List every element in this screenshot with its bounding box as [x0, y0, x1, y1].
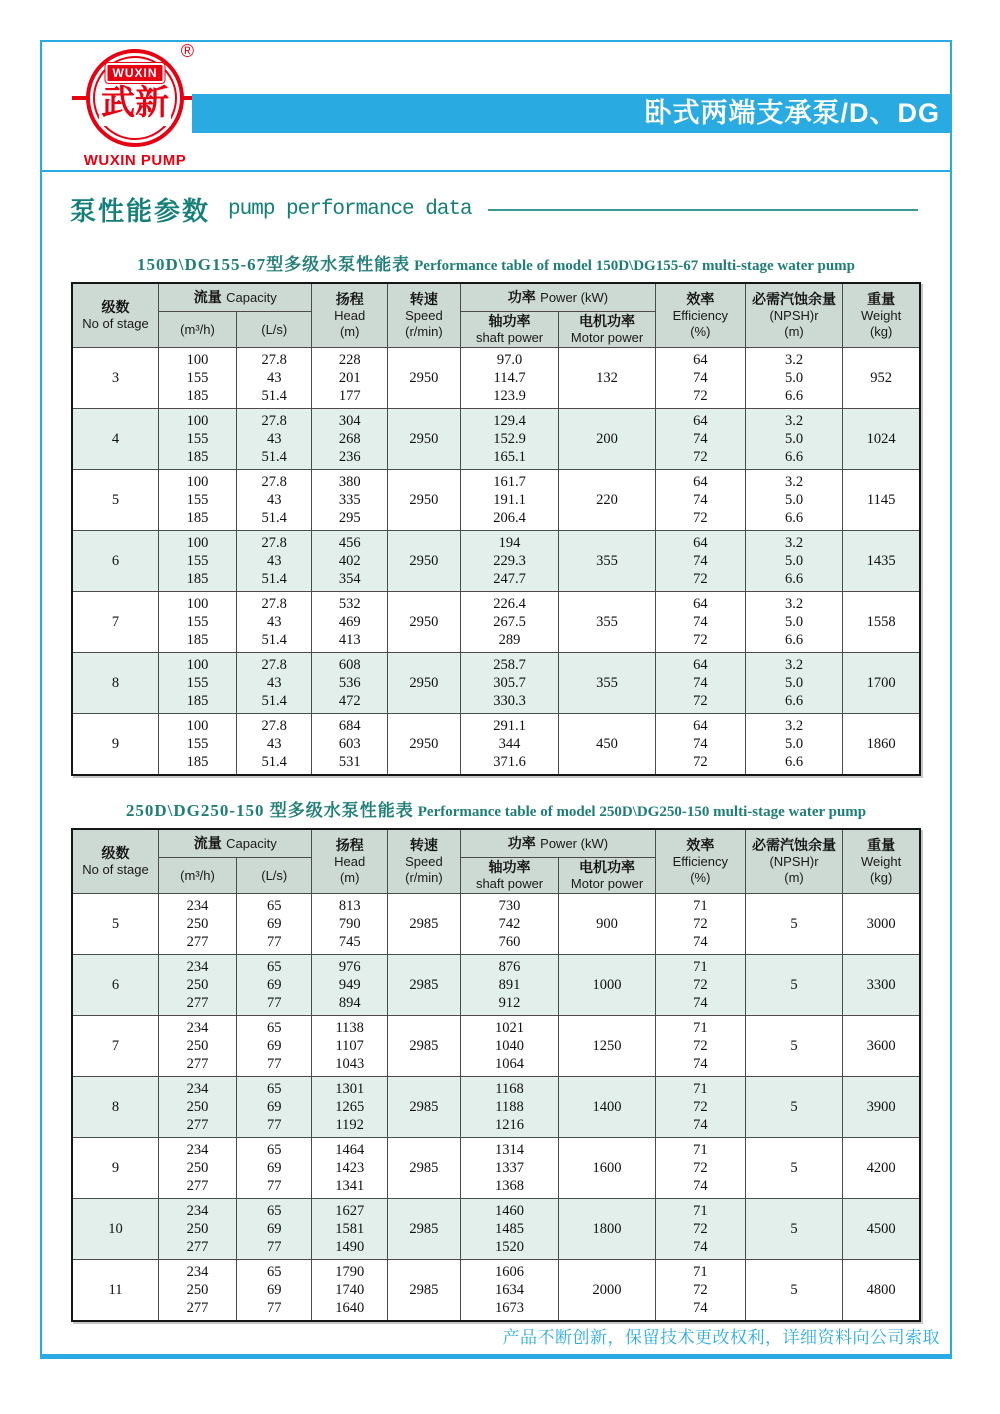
cell-stage: 8: [72, 653, 158, 714]
cell-ls: 27.8 43 51.4: [237, 348, 312, 409]
cell-shaft: 876 891 912: [460, 955, 558, 1016]
cell-weight: 4200: [843, 1138, 920, 1199]
cell-head: 684 603 531: [312, 714, 387, 776]
cell-eff: 64 74 72: [655, 470, 745, 531]
cell-npsh: 3.2 5.0 6.6: [745, 470, 843, 531]
cell-ls: 27.8 43 51.4: [237, 592, 312, 653]
cell-weight: 1700: [843, 653, 920, 714]
cell-m3h: 100 155 185: [158, 592, 236, 653]
table2-title-en: Performance table of model 250D\DG250-150 multi-stage water pump: [417, 804, 867, 820]
table-row: [72, 714, 920, 776]
table-row: [72, 592, 920, 653]
logo-hanzi: 武新: [99, 82, 171, 126]
table-row: [72, 653, 920, 714]
cell-weight: 952: [843, 348, 920, 409]
cell-weight: 1145: [843, 470, 920, 531]
catalog-page: [40, 40, 952, 1359]
cell-shaft: 1021 1040 1064: [460, 1016, 558, 1077]
performance-table-1: [71, 282, 921, 776]
cell-motor: 200: [559, 409, 656, 470]
page-content: [42, 172, 950, 1322]
table2-title-zh: 250D\DG250-150 型多级水泵性能表: [125, 801, 414, 820]
cell-eff: 71 72 74: [655, 1138, 745, 1199]
table-row: [72, 1199, 920, 1260]
col-power: 功率 Power (kW): [460, 283, 655, 312]
cell-motor: 355: [559, 531, 656, 592]
table-body: [72, 894, 920, 1322]
cell-npsh: 3.2 5.0 6.6: [745, 653, 843, 714]
cell-stage: 7: [72, 592, 158, 653]
company-logo: [60, 41, 210, 169]
cell-shaft: 258.7 305.7 330.3: [460, 653, 558, 714]
cell-weight: 1435: [843, 531, 920, 592]
table-row: [72, 894, 920, 955]
registered-trademark-icon: ®: [180, 41, 194, 61]
cell-stage: 8: [72, 1077, 158, 1138]
cell-m3h: 234 250 277: [158, 1077, 236, 1138]
cell-ls: 65 69 77: [237, 894, 312, 955]
cell-npsh: 3.2 5.0 6.6: [745, 348, 843, 409]
logo-caption: WUXIN PUMP: [83, 152, 187, 169]
cell-motor: 450: [559, 714, 656, 776]
table-body: [72, 348, 920, 776]
cell-speed: 2985: [387, 1138, 460, 1199]
col-efficiency: 效率 Efficiency (%): [655, 829, 745, 894]
cell-ls: 65 69 77: [237, 1016, 312, 1077]
cell-npsh: 3.2 5.0 6.6: [745, 714, 843, 776]
table1-title-zh: 150D\DG155-67型多级水泵性能表: [136, 255, 411, 274]
cell-m3h: 234 250 277: [158, 955, 236, 1016]
cell-eff: 64 74 72: [655, 653, 745, 714]
cell-motor: 132: [559, 348, 656, 409]
cell-eff: 71 72 74: [655, 1077, 745, 1138]
cell-m3h: 100 155 185: [158, 348, 236, 409]
cell-head: 380 335 295: [312, 470, 387, 531]
cell-head: 1627 1581 1490: [312, 1199, 387, 1260]
product-series-banner: 卧式两端支承泵/D、DG: [192, 94, 950, 133]
cell-m3h: 100 155 185: [158, 653, 236, 714]
cell-eff: 71 72 74: [655, 955, 745, 1016]
cell-speed: 2950: [387, 714, 460, 776]
cell-stage: 11: [72, 1260, 158, 1322]
cell-eff: 71 72 74: [655, 1199, 745, 1260]
cell-shaft: 1168 1188 1216: [460, 1077, 558, 1138]
table-row: [72, 470, 920, 531]
cell-head: 1464 1423 1341: [312, 1138, 387, 1199]
cell-eff: 64 74 72: [655, 531, 745, 592]
cell-ls: 65 69 77: [237, 955, 312, 1016]
col-capacity-m3h: (m³/h): [158, 858, 236, 894]
logo-emblem-icon: [86, 41, 194, 147]
col-speed: 转速 Speed (r/min): [387, 829, 460, 894]
cell-motor: 900: [559, 894, 656, 955]
cell-head: 608 536 472: [312, 653, 387, 714]
cell-m3h: 100 155 185: [158, 531, 236, 592]
col-head: 扬程 Head (m): [312, 829, 387, 894]
cell-motor: 220: [559, 470, 656, 531]
cell-stage: 4: [72, 409, 158, 470]
cell-head: 1301 1265 1192: [312, 1077, 387, 1138]
cell-speed: 2985: [387, 955, 460, 1016]
cell-npsh: 5: [745, 1077, 843, 1138]
table-header: [72, 829, 920, 894]
col-motor-power: 电机功率 Motor power: [559, 858, 656, 894]
cell-npsh: 5: [745, 955, 843, 1016]
col-power: 功率 Power (kW): [460, 829, 655, 858]
col-speed: 转速 Speed (r/min): [387, 283, 460, 348]
cell-head: 228 201 177: [312, 348, 387, 409]
cell-stage: 6: [72, 531, 158, 592]
cell-m3h: 234 250 277: [158, 1260, 236, 1322]
col-capacity-m3h: (m³/h): [158, 312, 236, 348]
cell-shaft: 730 742 760: [460, 894, 558, 955]
table-header: [72, 283, 920, 348]
col-motor-power: 电机功率 Motor power: [559, 312, 656, 348]
table-row: [72, 348, 920, 409]
cell-stage: 10: [72, 1199, 158, 1260]
cell-stage: 7: [72, 1016, 158, 1077]
col-head: 扬程 Head (m): [312, 283, 387, 348]
cell-weight: 1024: [843, 409, 920, 470]
col-shaft-power: 轴功率 shaft power: [460, 858, 558, 894]
section-title-en: pump performance data: [228, 198, 472, 221]
cell-stage: 9: [72, 714, 158, 776]
table-row: [72, 1138, 920, 1199]
cell-ls: 27.8 43 51.4: [237, 531, 312, 592]
cell-eff: 71 72 74: [655, 894, 745, 955]
col-weight: 重量 Weight (kg): [843, 829, 920, 894]
cell-weight: 3000: [843, 894, 920, 955]
cell-motor: 1800: [559, 1199, 656, 1260]
cell-shaft: 226.4 267.5 289: [460, 592, 558, 653]
cell-shaft: 129.4 152.9 165.1: [460, 409, 558, 470]
cell-head: 813 790 745: [312, 894, 387, 955]
col-efficiency: 效率 Efficiency (%): [655, 283, 745, 348]
cell-ls: 27.8 43 51.4: [237, 409, 312, 470]
cell-head: 976 949 894: [312, 955, 387, 1016]
cell-npsh: 5: [745, 894, 843, 955]
cell-motor: 1000: [559, 955, 656, 1016]
cell-stage: 5: [72, 894, 158, 955]
cell-ls: 65 69 77: [237, 1138, 312, 1199]
table-row: [72, 1016, 920, 1077]
section-title-zh: 泵性能参数: [70, 196, 211, 226]
col-weight: 重量 Weight (kg): [843, 283, 920, 348]
cell-speed: 2950: [387, 470, 460, 531]
cell-speed: 2985: [387, 1077, 460, 1138]
cell-head: 1138 1107 1043: [312, 1016, 387, 1077]
cell-weight: 3600: [843, 1016, 920, 1077]
cell-eff: 64 74 72: [655, 592, 745, 653]
cell-shaft: 1606 1634 1673: [460, 1260, 558, 1322]
cell-npsh: 5: [745, 1199, 843, 1260]
cell-speed: 2950: [387, 653, 460, 714]
table-row: [72, 531, 920, 592]
cell-speed: 2950: [387, 531, 460, 592]
table1-title-en: Performance table of model 150D\DG155-67 multi-stage water pump: [414, 258, 856, 274]
cell-head: 1790 1740 1640: [312, 1260, 387, 1322]
cell-m3h: 100 155 185: [158, 470, 236, 531]
cell-stage: 3: [72, 348, 158, 409]
col-capacity: 流量 Capacity: [158, 829, 311, 858]
col-capacity-ls: (L/s): [237, 858, 312, 894]
cell-shaft: 194 229.3 247.7: [460, 531, 558, 592]
cell-stage: 6: [72, 955, 158, 1016]
cell-weight: 4500: [843, 1199, 920, 1260]
cell-shaft: 291.1 344 371.6: [460, 714, 558, 776]
cell-weight: 1558: [843, 592, 920, 653]
cell-ls: 65 69 77: [237, 1199, 312, 1260]
cell-ls: 27.8 43 51.4: [237, 653, 312, 714]
cell-eff: 64 74 72: [655, 409, 745, 470]
cell-stage: 5: [72, 470, 158, 531]
col-capacity-ls: (L/s): [237, 312, 312, 348]
table-row: [72, 1260, 920, 1322]
cell-m3h: 100 155 185: [158, 714, 236, 776]
col-npsh: 必需汽蚀余量 (NPSH)r (m): [745, 283, 843, 348]
logo-wordmark: WUXIN: [106, 63, 165, 83]
cell-speed: 2985: [387, 1016, 460, 1077]
col-shaft-power: 轴功率 shaft power: [460, 312, 558, 348]
cell-m3h: 234 250 277: [158, 1199, 236, 1260]
cell-ls: 27.8 43 51.4: [237, 470, 312, 531]
page-header: [42, 42, 950, 172]
cell-m3h: 234 250 277: [158, 1016, 236, 1077]
cell-eff: 64 74 72: [655, 348, 745, 409]
table1-title: [70, 250, 922, 275]
cell-shaft: 97.0 114.7 123.9: [460, 348, 558, 409]
cell-head: 456 402 354: [312, 531, 387, 592]
cell-eff: 71 72 74: [655, 1260, 745, 1322]
cell-npsh: 3.2 5.0 6.6: [745, 531, 843, 592]
cell-shaft: 161.7 191.1 206.4: [460, 470, 558, 531]
table-row: [72, 955, 920, 1016]
cell-head: 304 268 236: [312, 409, 387, 470]
cell-speed: 2950: [387, 348, 460, 409]
cell-shaft: 1314 1337 1368: [460, 1138, 558, 1199]
cell-motor: 355: [559, 592, 656, 653]
cell-m3h: 100 155 185: [158, 409, 236, 470]
cell-speed: 2950: [387, 409, 460, 470]
cell-motor: 355: [559, 653, 656, 714]
table-row: [72, 409, 920, 470]
cell-ls: 65 69 77: [237, 1260, 312, 1322]
cell-eff: 64 74 72: [655, 714, 745, 776]
col-stage: 级数 No of stage: [72, 283, 158, 348]
table-row: [72, 1077, 920, 1138]
cell-npsh: 5: [745, 1016, 843, 1077]
cell-speed: 2950: [387, 592, 460, 653]
cell-eff: 71 72 74: [655, 1016, 745, 1077]
cell-motor: 1400: [559, 1077, 656, 1138]
cell-weight: 3900: [843, 1077, 920, 1138]
cell-speed: 2985: [387, 1260, 460, 1322]
cell-npsh: 3.2 5.0 6.6: [745, 592, 843, 653]
cell-weight: 4800: [843, 1260, 920, 1322]
cell-ls: 27.8 43 51.4: [237, 714, 312, 776]
col-npsh: 必需汽蚀余量 (NPSH)r (m): [745, 829, 843, 894]
footer-note: 产品不断创新，保留技术更改权利，详细资料向公司索取: [502, 1328, 940, 1347]
section-title: [70, 191, 922, 228]
col-stage: 级数 No of stage: [72, 829, 158, 894]
cell-motor: 1600: [559, 1138, 656, 1199]
table2-title: [70, 796, 922, 821]
cell-speed: 2985: [387, 1199, 460, 1260]
cell-npsh: 5: [745, 1260, 843, 1322]
cell-head: 532 469 413: [312, 592, 387, 653]
section-title-rule: [488, 209, 918, 211]
cell-m3h: 234 250 277: [158, 894, 236, 955]
performance-table-2: [71, 828, 921, 1322]
cell-motor: 1250: [559, 1016, 656, 1077]
cell-stage: 9: [72, 1138, 158, 1199]
cell-m3h: 234 250 277: [158, 1138, 236, 1199]
cell-shaft: 1460 1485 1520: [460, 1199, 558, 1260]
cell-npsh: 5: [745, 1138, 843, 1199]
cell-motor: 2000: [559, 1260, 656, 1322]
cell-ls: 65 69 77: [237, 1077, 312, 1138]
cell-weight: 3300: [843, 955, 920, 1016]
cell-npsh: 3.2 5.0 6.6: [745, 409, 843, 470]
cell-speed: 2985: [387, 894, 460, 955]
col-capacity: 流量 Capacity: [158, 283, 311, 312]
cell-weight: 1860: [843, 714, 920, 776]
